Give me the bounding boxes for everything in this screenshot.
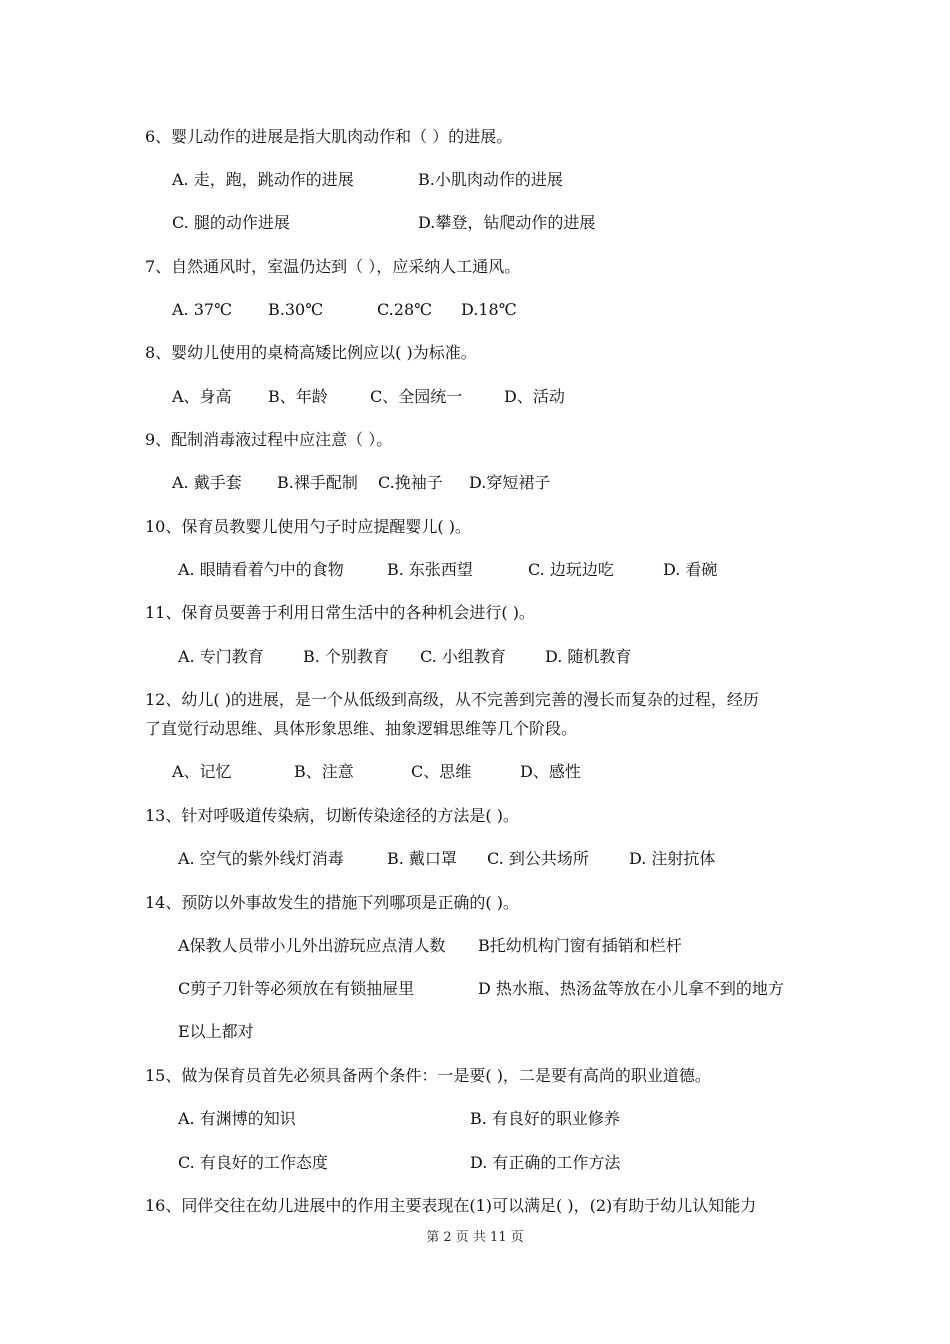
question-13-option-c: C. 到公共场所 bbox=[487, 849, 589, 868]
question-13-option-a: A. 空气的紫外线灯消毒 bbox=[178, 849, 344, 868]
question-10-option-c: C. 边玩边吃 bbox=[528, 560, 614, 579]
question-10-option-d: D. 看碗 bbox=[663, 560, 718, 579]
question-9-stem: 9、配制消毒液过程中应注意（ ）。 bbox=[145, 430, 393, 449]
question-7-option-c: C.28℃ bbox=[377, 300, 433, 319]
question-14-option-a: A保教人员带小儿外出游玩应点清人数 bbox=[178, 936, 446, 955]
question-6-option-b: B.小肌肉动作的进展 bbox=[418, 170, 563, 189]
question-8-stem: 8、婴幼儿使用的桌椅高矮比例应以( )为标准。 bbox=[145, 343, 477, 362]
question-15-option-a: A. 有渊博的知识 bbox=[178, 1109, 296, 1128]
question-9-option-d: D.穿短裙子 bbox=[469, 473, 551, 492]
question-6-stem: 6、婴儿动作的进展是指大肌肉动作和（ ）的进展。 bbox=[145, 127, 513, 146]
question-9-option-a: A. 戴手套 bbox=[172, 473, 242, 492]
question-9-option-b: B.裸手配制 bbox=[277, 473, 358, 492]
question-9-option-c: C.挽袖子 bbox=[378, 473, 443, 492]
question-13-option-b: B. 戴口罩 bbox=[387, 849, 457, 868]
question-12-stem-line-1: 12、幼儿( )的进展，是一个从低级到高级，从不完善到完善的漫长而复杂的过程，经历 bbox=[145, 690, 759, 709]
question-15-option-b: B. 有良好的职业修养 bbox=[470, 1109, 620, 1128]
question-6-option-a: A. 走，跑，跳动作的进展 bbox=[172, 170, 354, 189]
question-14-option-b: B托幼机构门窗有插销和栏杆 bbox=[478, 936, 682, 955]
question-7-option-d: D.18℃ bbox=[461, 300, 517, 319]
question-7-stem: 7、自然通风时，室温仍达到（ ），应采纳人工通风。 bbox=[145, 257, 521, 276]
question-13-option-d: D. 注射抗体 bbox=[629, 849, 716, 868]
question-11-stem: 11、保育员要善于利用日常生活中的各种机会进行( )。 bbox=[145, 603, 535, 622]
question-12-option-b: B、注意 bbox=[294, 762, 354, 781]
question-13-stem: 13、针对呼吸道传染病，切断传染途径的方法是( )。 bbox=[145, 806, 519, 825]
question-14-option-c: C剪子刀针等必须放在有锁抽屉里 bbox=[178, 979, 415, 998]
question-6-option-c: C. 腿的动作进展 bbox=[172, 213, 290, 232]
question-6-option-d: D.攀登，钻爬动作的进展 bbox=[418, 213, 596, 232]
question-7-option-a: A. 37℃ bbox=[172, 300, 232, 319]
question-12-option-d: D、感性 bbox=[520, 762, 581, 781]
question-8-option-d: D、活动 bbox=[504, 387, 565, 406]
question-7-option-b: B.30℃ bbox=[268, 300, 324, 319]
question-8-option-a: A、身高 bbox=[172, 387, 232, 406]
question-15-stem: 15、做为保育员首先必须具备两个条件：一是要( )，二是要有高尚的职业道德。 bbox=[145, 1066, 711, 1085]
page-footer: 第 2 页 共 11 页 bbox=[426, 1230, 524, 1245]
question-11-option-d: D. 随机教育 bbox=[545, 647, 632, 666]
question-14-option-d: D 热水瓶、热汤盆等放在小儿拿不到的地方 bbox=[478, 979, 784, 998]
question-15-option-c: C. 有良好的工作态度 bbox=[178, 1153, 328, 1172]
question-10-stem: 10、保育员教婴儿使用勺子时应提醒婴儿( )。 bbox=[145, 517, 471, 536]
question-14-stem: 14、预防以外事故发生的措施下列哪项是正确的( )。 bbox=[145, 893, 519, 912]
question-12-option-a: A、记忆 bbox=[172, 762, 232, 781]
question-11-option-c: C. 小组教育 bbox=[420, 647, 506, 666]
question-8-option-c: C、全园统一 bbox=[370, 387, 463, 406]
question-11-option-b: B. 个别教育 bbox=[303, 647, 389, 666]
question-12-stem-line-2: 了直觉行动思维、具体形象思维、抽象逻辑思维等几个阶段。 bbox=[145, 719, 578, 738]
question-16-stem: 16、同伴交往在幼儿进展中的作用主要表现在(1)可以满足( )，(2)有助于幼儿认知能力 bbox=[145, 1196, 757, 1215]
question-10-option-a: A. 眼睛看着勺中的食物 bbox=[178, 560, 344, 579]
question-10-option-b: B. 东张西望 bbox=[387, 560, 473, 579]
question-11-option-a: A. 专门教育 bbox=[178, 647, 264, 666]
question-14-option-e: E以上都对 bbox=[178, 1022, 254, 1041]
question-12-option-c: C、思维 bbox=[411, 762, 472, 781]
question-8-option-b: B、年龄 bbox=[268, 387, 328, 406]
question-15-option-d: D. 有正确的工作方法 bbox=[470, 1153, 621, 1172]
